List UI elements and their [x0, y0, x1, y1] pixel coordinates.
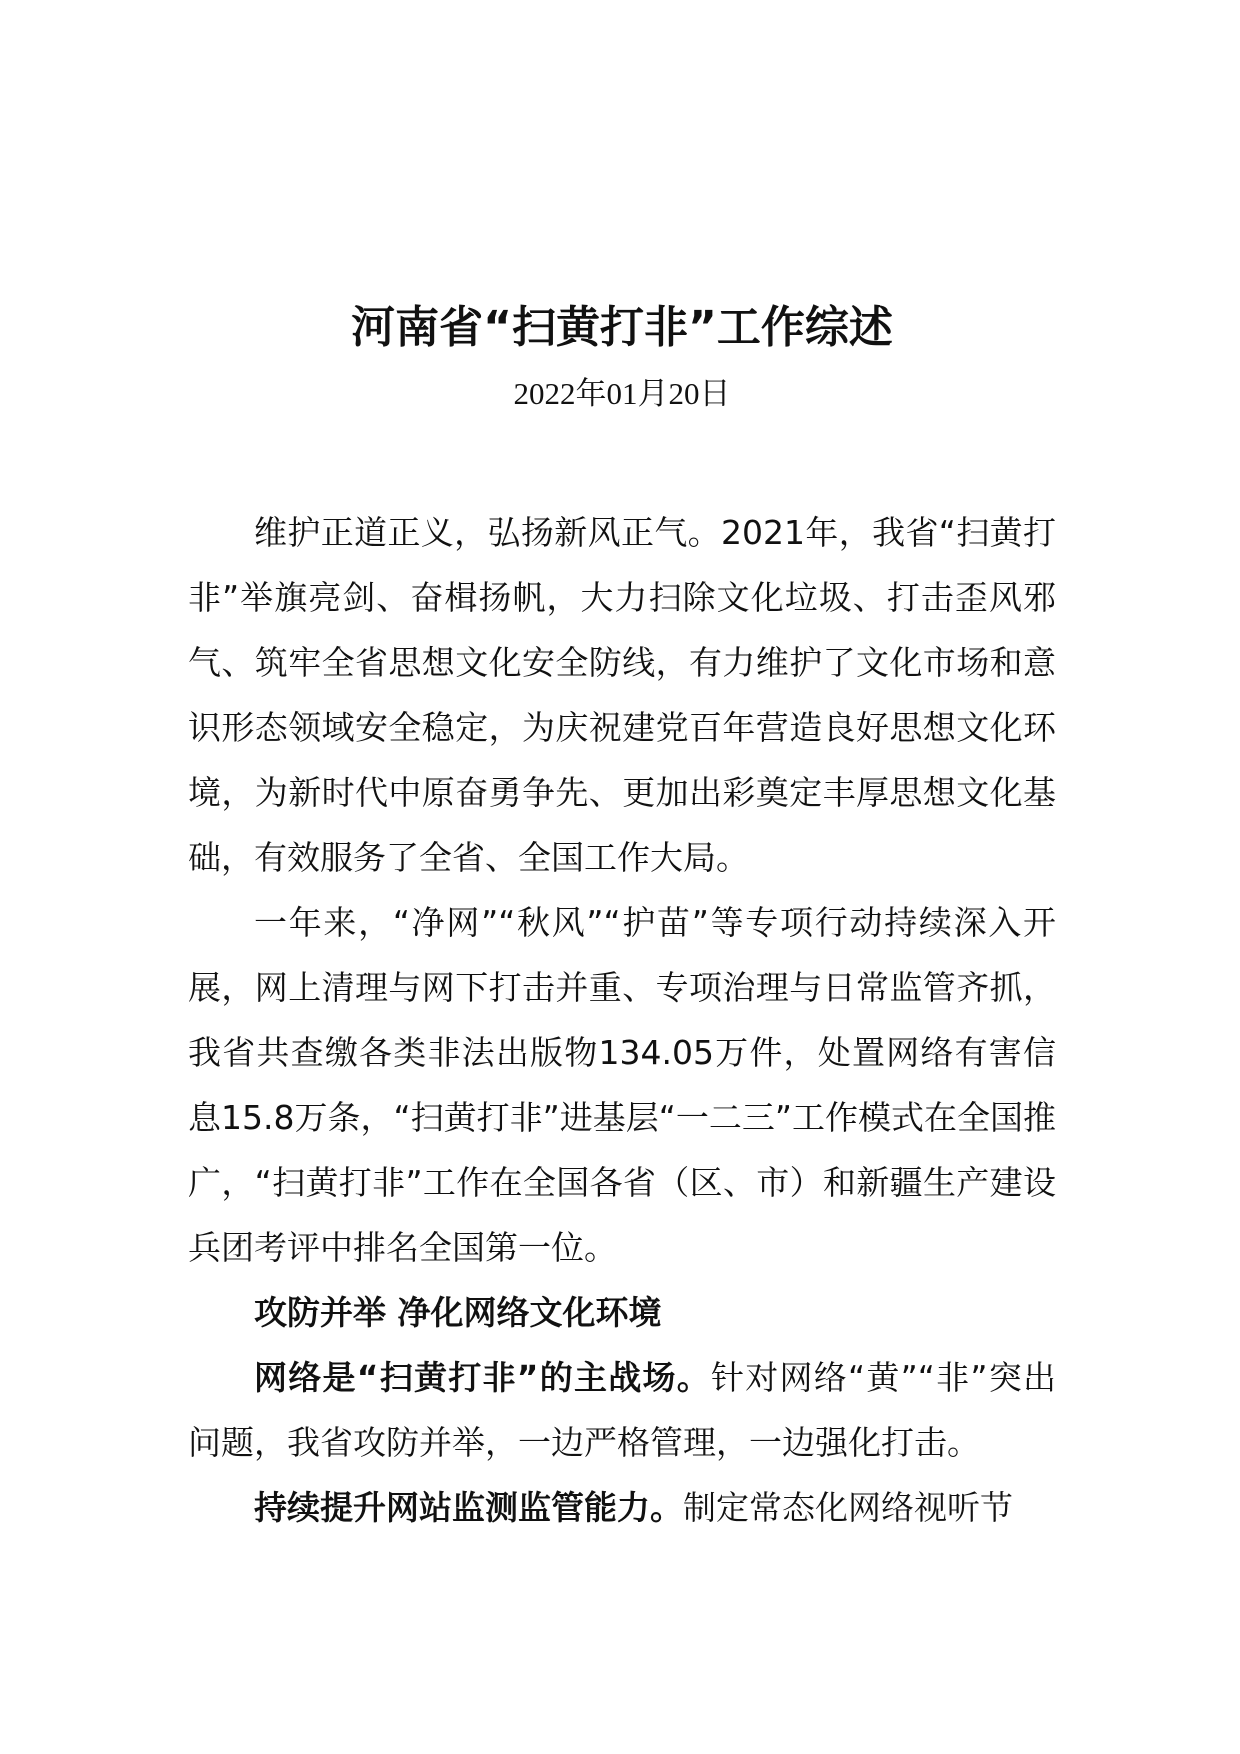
paragraph-lead: 网络是“扫黄打非”的主战场。	[254, 1358, 712, 1397]
paragraph-lead: 持续提升网站监测监管能力。	[254, 1488, 683, 1527]
paragraph-section-1	[188, 1345, 1056, 1475]
document-body	[188, 500, 1056, 1540]
paragraph-intro: 维护正道正义，弘扬新风正气。2021年，我省“扫黄打非”举旗亮剑、奋楫扬帆，大力扫除文化垃圾、打击歪风邪气、筑牢全省思想文化安全防线，有力维护了文化市场和意识形态领域安全稳定，为庆祝建党百年营造良好思想文化环境，为新时代中原奋勇争先、更加出彩奠定丰厚思想文化基础，有效服务了全省、全国工作大局。	[188, 513, 1056, 877]
paragraph-text: 制定常态化网络视听节	[683, 1488, 1013, 1527]
section-heading: 攻防并举 净化网络文化环境	[254, 1293, 662, 1332]
document-page	[188, 0, 1056, 1754]
paragraph-text: 针对网络“黄”“非”突出问题，我省攻防并举，一边严格管理，一边强化打击。	[188, 1358, 1056, 1462]
document-title: 河南省“扫黄打非”工作综述	[351, 302, 893, 353]
paragraph-summary: 一年来，“净网”“秋风”“护苗”等专项行动持续深入开展，网上清理与网下打击并重、专项治理与日常监管齐抓，我省共查缴各类非法出版物134.05万件，处置网络有害信息15.8万条，“扫黄打非”进基层“一二三”工作模式在全国推广，“扫黄打非”工作在全国各省（区、市）和新疆生产建设兵团考评中排名全国第一位。	[188, 903, 1056, 1267]
document-date: 2022年01月20日	[513, 376, 731, 411]
paragraph-section-2	[188, 1475, 1056, 1540]
